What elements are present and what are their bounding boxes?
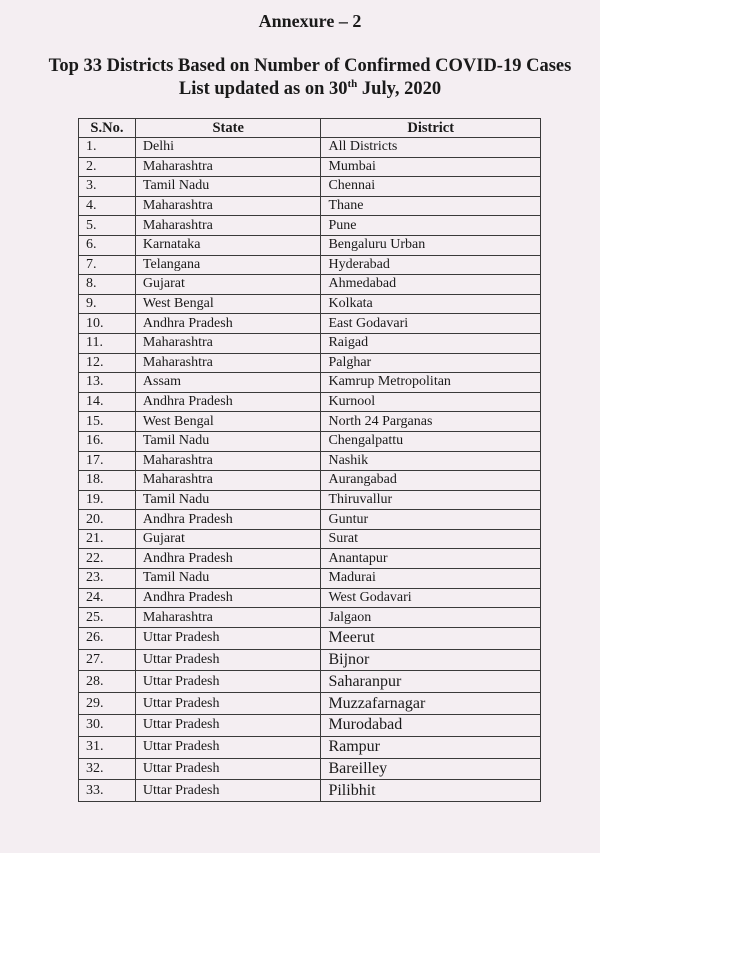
table-row (79, 333, 541, 353)
cell-sno: 20. (79, 510, 136, 530)
cell-district: Meerut (321, 627, 541, 649)
cell-sno: 24. (79, 588, 136, 608)
cell-district: Thane (321, 196, 541, 216)
cell-state: Andhra Pradesh (135, 510, 321, 530)
table-row (79, 693, 541, 715)
cell-state: Maharashtra (135, 608, 321, 628)
cell-sno: 3. (79, 177, 136, 197)
table-row (79, 471, 541, 491)
cell-sno: 25. (79, 608, 136, 628)
cell-state: Tamil Nadu (135, 177, 321, 197)
cell-sno: 14. (79, 392, 136, 412)
cell-district: Raigad (321, 333, 541, 353)
cell-state: Andhra Pradesh (135, 314, 321, 334)
cell-district: Nashik (321, 451, 541, 471)
cell-district: Bijnor (321, 649, 541, 671)
cell-district: Pune (321, 216, 541, 236)
cell-state: Gujarat (135, 529, 321, 549)
table-row (79, 294, 541, 314)
cell-sno: 27. (79, 649, 136, 671)
cell-state: Andhra Pradesh (135, 588, 321, 608)
cell-state: Telangana (135, 255, 321, 275)
cell-sno: 10. (79, 314, 136, 334)
table-header-row (79, 119, 541, 138)
table-row (79, 649, 541, 671)
table-row (79, 490, 541, 510)
table-row (79, 431, 541, 451)
cell-district: Palghar (321, 353, 541, 373)
cell-district: North 24 Parganas (321, 412, 541, 432)
cell-state: Maharashtra (135, 451, 321, 471)
cell-sno: 26. (79, 627, 136, 649)
header-district: District (321, 119, 541, 138)
table-row (79, 157, 541, 177)
cell-district: Saharanpur (321, 671, 541, 693)
cell-sno: 22. (79, 549, 136, 569)
cell-district: Guntur (321, 510, 541, 530)
cell-state: Maharashtra (135, 216, 321, 236)
header-state: State (135, 119, 321, 138)
cell-state: West Bengal (135, 294, 321, 314)
cell-sno: 28. (79, 671, 136, 693)
subtitle-prefix: List updated as on 30 (178, 79, 348, 100)
header-sno: S.No. (79, 119, 136, 138)
cell-state: Gujarat (135, 275, 321, 295)
cell-district: Muzzafarnagar (321, 693, 541, 715)
cell-district: West Godavari (321, 588, 541, 608)
cell-state: Andhra Pradesh (135, 392, 321, 412)
cell-sno: 19. (79, 490, 136, 510)
cell-state: Maharashtra (135, 196, 321, 216)
cell-district: Bengaluru Urban (321, 235, 541, 255)
table-row (79, 353, 541, 373)
cell-state: Maharashtra (135, 157, 321, 177)
cell-district: All Districts (321, 138, 541, 158)
cell-district: Anantapur (321, 549, 541, 569)
cell-sno: 4. (79, 196, 136, 216)
cell-state: Uttar Pradesh (135, 758, 321, 780)
cell-sno: 8. (79, 275, 136, 295)
cell-district: Surat (321, 529, 541, 549)
cell-district: Kolkata (321, 294, 541, 314)
cell-state: Uttar Pradesh (135, 649, 321, 671)
cell-state: Uttar Pradesh (135, 715, 321, 737)
cell-district: Pilibhit (321, 780, 541, 802)
cell-sno: 32. (79, 758, 136, 780)
cell-state: Tamil Nadu (135, 490, 321, 510)
cell-state: Uttar Pradesh (135, 671, 321, 693)
cell-state: Maharashtra (135, 471, 321, 491)
cell-sno: 33. (79, 780, 136, 802)
cell-state: Uttar Pradesh (135, 693, 321, 715)
document-subtitle (10, 78, 610, 100)
cell-state: Andhra Pradesh (135, 549, 321, 569)
cell-state: Uttar Pradesh (135, 780, 321, 802)
cell-sno: 13. (79, 373, 136, 393)
cell-sno: 15. (79, 412, 136, 432)
cell-district: Ahmedabad (321, 275, 541, 295)
annexure-heading: Annexure – 2 (258, 11, 362, 31)
table-row (79, 235, 541, 255)
cell-district: Chengalpattu (321, 431, 541, 451)
cell-district: Thiruvallur (321, 490, 541, 510)
table-row (79, 736, 541, 758)
cell-sno: 17. (79, 451, 136, 471)
cell-sno: 18. (79, 471, 136, 491)
table-row (79, 196, 541, 216)
cell-sno: 7. (79, 255, 136, 275)
cell-district: Kurnool (321, 392, 541, 412)
cell-sno: 30. (79, 715, 136, 737)
subtitle-superscript: th (347, 78, 358, 90)
cell-state: Maharashtra (135, 353, 321, 373)
cell-sno: 31. (79, 736, 136, 758)
table-row (79, 412, 541, 432)
table-row (79, 255, 541, 275)
cell-district: Mumbai (321, 157, 541, 177)
table-row (79, 608, 541, 628)
table-row (79, 216, 541, 236)
table-row (79, 392, 541, 412)
districts-table (78, 118, 541, 802)
cell-state: Delhi (135, 138, 321, 158)
table-row (79, 275, 541, 295)
table-row (79, 780, 541, 802)
cell-district: Chennai (321, 177, 541, 197)
table-row (79, 177, 541, 197)
cell-district: Hyderabad (321, 255, 541, 275)
cell-district: Jalgaon (321, 608, 541, 628)
table-row (79, 627, 541, 649)
cell-sno: 6. (79, 235, 136, 255)
cell-state: Tamil Nadu (135, 431, 321, 451)
cell-district: Rampur (321, 736, 541, 758)
cell-sno: 23. (79, 569, 136, 589)
cell-sno: 11. (79, 333, 136, 353)
table-row (79, 451, 541, 471)
cell-district: Murodabad (321, 715, 541, 737)
cell-sno: 29. (79, 693, 136, 715)
cell-sno: 2. (79, 157, 136, 177)
cell-state: West Bengal (135, 412, 321, 432)
cell-district: East Godavari (321, 314, 541, 334)
cell-district: Aurangabad (321, 471, 541, 491)
cell-sno: 1. (79, 138, 136, 158)
cell-sno: 16. (79, 431, 136, 451)
cell-state: Maharashtra (135, 333, 321, 353)
table-row (79, 373, 541, 393)
cell-state: Assam (135, 373, 321, 393)
table-row (79, 758, 541, 780)
table-row (79, 529, 541, 549)
table-body (79, 138, 541, 802)
table-row (79, 549, 541, 569)
table-row (79, 510, 541, 530)
cell-state: Tamil Nadu (135, 569, 321, 589)
cell-state: Karnataka (135, 235, 321, 255)
cell-district: Madurai (321, 569, 541, 589)
table-row (79, 671, 541, 693)
cell-sno: 21. (79, 529, 136, 549)
cell-sno: 12. (79, 353, 136, 373)
document-title: Top 33 Districts Based on Number of Confirmed COVID-19 Cases (48, 56, 572, 76)
cell-district: Kamrup Metropolitan (321, 373, 541, 393)
table-row (79, 138, 541, 158)
subtitle-suffix: July, 2020 (357, 79, 442, 100)
cell-district: Bareilley (321, 758, 541, 780)
cell-state: Uttar Pradesh (135, 627, 321, 649)
table-row (79, 569, 541, 589)
table-row (79, 588, 541, 608)
cell-state: Uttar Pradesh (135, 736, 321, 758)
table-row (79, 314, 541, 334)
cell-sno: 5. (79, 216, 136, 236)
cell-sno: 9. (79, 294, 136, 314)
table-row (79, 715, 541, 737)
